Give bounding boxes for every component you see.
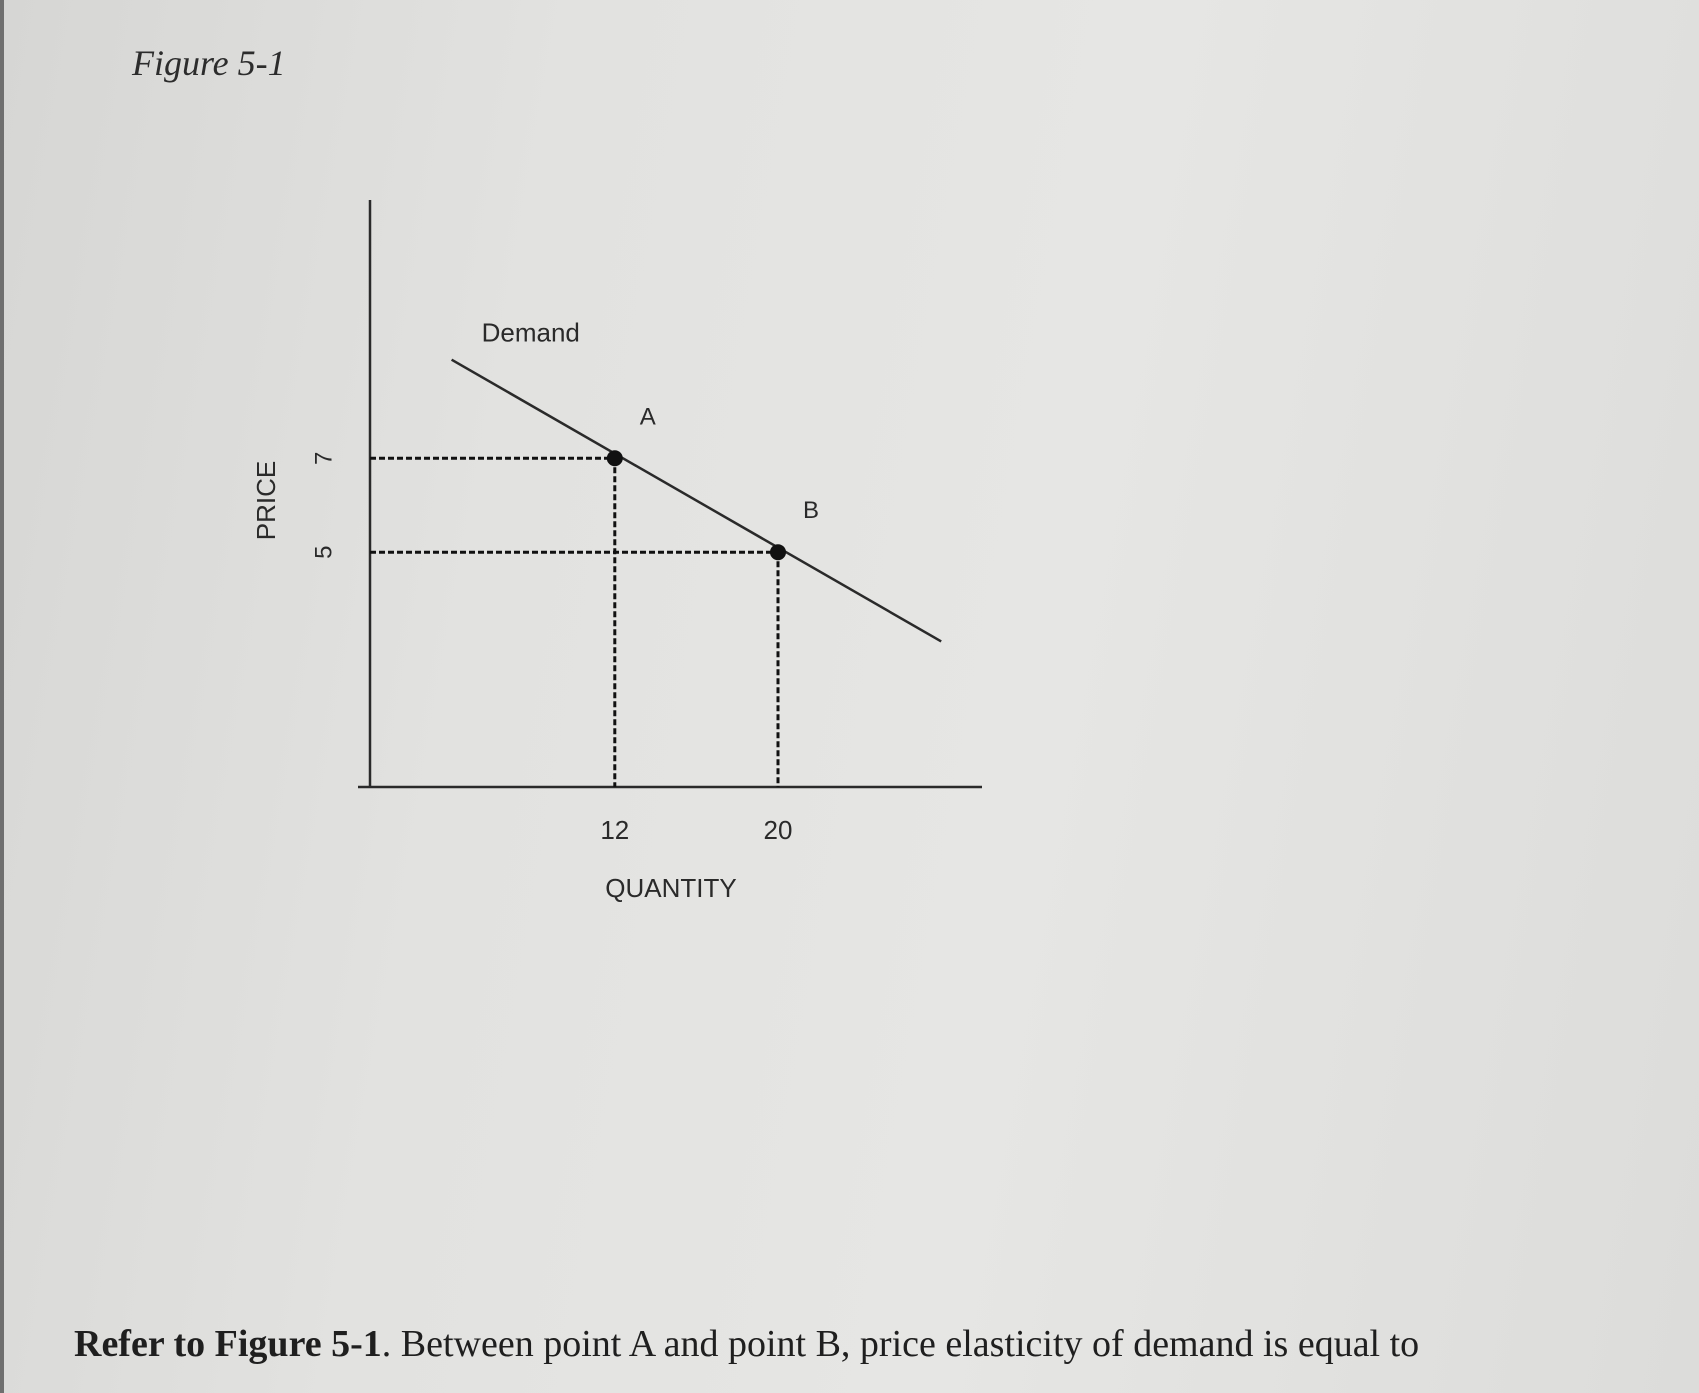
reference-lines <box>370 458 778 787</box>
chart-axes <box>358 200 982 787</box>
x-tick-label: 20 <box>763 815 793 845</box>
x-tick-label: 12 <box>600 815 630 845</box>
point-label-b: B <box>802 497 820 525</box>
demand-line <box>452 360 942 642</box>
y-tick-label: 5 <box>310 545 338 559</box>
data-point-b <box>770 544 786 560</box>
question-text <box>74 1322 1419 1366</box>
y-axis-label: PRICE <box>251 460 281 541</box>
question-reference: Refer to Figure 5-1 <box>74 1323 382 1365</box>
question-body: . Between point A and point B, price elasticity of demand is equal to <box>381 1323 1420 1365</box>
chart-points <box>607 450 786 560</box>
point-label-a: A <box>639 403 656 431</box>
chart-labels <box>251 318 819 903</box>
chart-series <box>452 360 942 642</box>
data-point-a <box>607 450 623 466</box>
figure-title: Figure 5-1 <box>132 43 286 83</box>
series-label-demand: Demand <box>481 317 580 348</box>
x-axis-label: QUANTITY <box>605 873 737 903</box>
y-tick-label: 7 <box>310 451 338 465</box>
